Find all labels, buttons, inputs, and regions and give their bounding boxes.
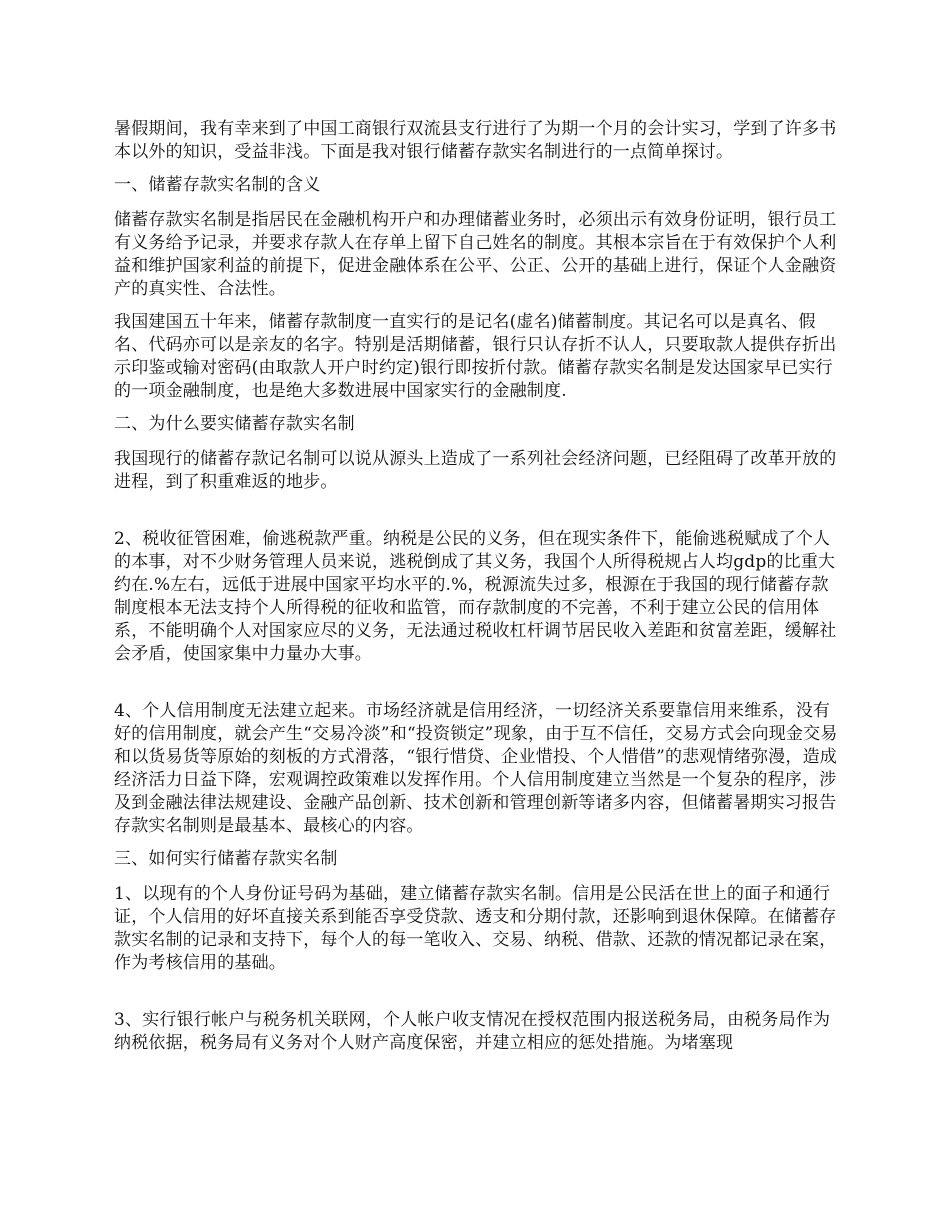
section-3-heading: 三、如何实行储蓄存款实名制 [114, 849, 338, 869]
section-3-paragraph-2: 3、实行银行帐户与税务机关联网，个人帐户收支情况在授权范围内报送税务局，由税务局作为纳税依据，税务局有义务对个人财产高度保密，并建立相应的惩处措施。为堵塞现 [114, 1010, 831, 1053]
section-1-heading: 一、储蓄存款实名制的含义 [114, 175, 321, 195]
intro-paragraph: 暑假期间，我有幸来到了中国工商银行双流县支行进行了为期一个月的会计实习，学到了许多书本以外的知识，受益非浅。下面是我对银行储蓄存款实名制进行的一点简单探讨。 [114, 119, 837, 162]
section-1-paragraph-2: 我国建国五十年来，储蓄存款制度一直实行的是记名(虚名)储蓄制度。其记名可以是真名、假名、代码亦可以是亲友的名字。特别是活期储蓄，银行只认存折不认人，只要取款人提供存折出示印鉴或输对密码(由取款人开户时约定)银行即按折付款。储蓄存款实名制是发达国家早已实行的一项金融制度，也是绝大多数进展中国家实行的金融制度. [114, 312, 837, 401]
section-1-paragraph-1: 储蓄存款实名制是指居民在金融机构开户和办理储蓄业务时，必须出示有效身份证明，银行员工有义务给予记录，并要求存款人在存单上留下自己姓名的制度。其根本宗旨在于有效保护个人利益和维护国家利益的前提下，促进金融体系在公平、公正、公开的基础上进行，保证个人金融资产的真实性、合法性。 [114, 210, 837, 299]
section-2-paragraph-1: 我国现行的储蓄存款记名制可以说从源头上造成了一系列社会经济问题，已经阻碍了改革开放的进程，到了积重难返的地步。 [114, 449, 837, 492]
section-3-paragraph-1: 1、以现有的个人身份证号码为基础，建立储蓄存款实名制。信用是公民活在世上的面子和通行证，个人信用的好坏直接关系到能否享受贷款、透支和分期付款，还影响到退休保障。在储蓄存款实名制的记录和支持下，每个人的每一笔收入、交易、纳税、借款、还款的情况都记录在案，作为考核信用的基础。 [114, 884, 837, 973]
section-2-paragraph-3: 4、个人信用制度无法建立起来。市场经济就是信用经济，一切经济关系要靠信用来维系，没有好的信用制度，就会产生“交易冷淡”和“投资锁定”现象，由于互不信任，交易方式会向现金交易和以货易货等原始的刻板的方式滑落，“银行惜贷、企业惜投、个人惜借”的悲观情绪弥漫，造成经济活力日益下降，宏观调控政策难以发挥作用。个人信用制度建立当然是一个复杂的程序，涉及到金融法律法规建设、金融产品创新、技术创新和管理创新等诸多内容，但储蓄暑期实习报告存款实名制则是最基本、最核心的内容。 [114, 701, 838, 836]
section-2-heading: 二、为什么要实储蓄存款实名制 [114, 414, 355, 434]
section-2-paragraph-2: 2、税收征管困难，偷逃税款严重。纳税是公民的义务，但在现实条件下，能偷逃税赋成了个人的本事，对不少财务管理人员来说，逃税倒成了其义务，我国个人所得税规占人均gdp的比重大约在.%左右，远低于进展中国家平均水平的.%，税源流失过多，根源在于我国的现行储蓄存款制度根本无法支持个人所得税的征收和监管，而存款制度的不完善，不利于建立公民的信用体系，不能明确个人对国家应尽的义务，无法通过税收杠杆调节居民收入差距和贫富差距，缓解社会矛盾，使国家集中力量办大事。 [114, 529, 837, 664]
